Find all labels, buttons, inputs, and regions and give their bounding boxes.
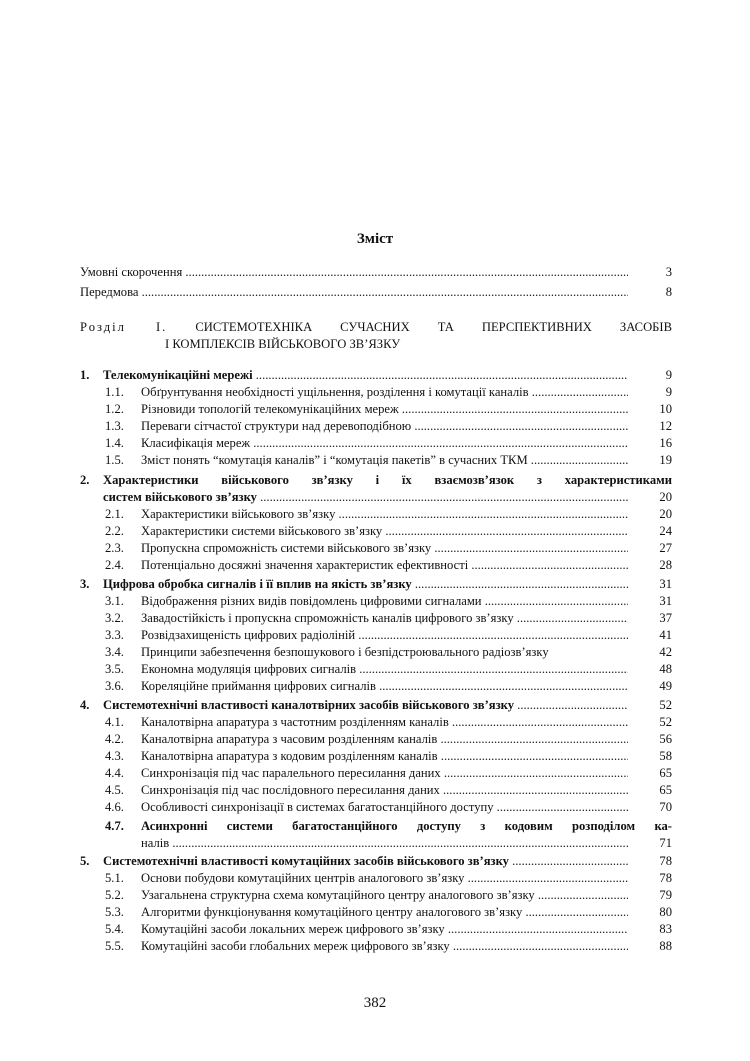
toc-subentry-number: 1.3. <box>105 419 124 433</box>
toc-subentry-title: Алгоритми функціонування комутаційного центру аналогового зв’язку ..... <box>141 904 628 921</box>
toc-entry-page: 70 <box>659 800 672 814</box>
section-heading <box>80 319 672 353</box>
toc-subentry-title-line2: налів ..... <box>141 835 628 852</box>
toc-subentry-number: 2.1. <box>105 507 124 521</box>
toc-subentry-number: 2.4. <box>105 558 124 572</box>
toc-entry-page: 12 <box>659 419 672 433</box>
toc-chapter-number: 1. <box>80 368 90 382</box>
toc-subentry-title: Каналотвірна апаратура з часовим розділенням каналів ..... <box>141 731 628 748</box>
toc-entry-page: 31 <box>659 577 672 591</box>
toc-entry-page: 16 <box>659 436 672 450</box>
toc-chapter-number: 4. <box>80 698 90 712</box>
toc-subentry <box>80 610 672 627</box>
toc-entry-page: 3 <box>665 265 672 279</box>
toc-subentry-number: 1.5. <box>105 453 124 467</box>
toc-subentry <box>80 401 672 418</box>
toc-subentry-number: 3.1. <box>105 594 124 608</box>
toc-subentry-title: Потенціально досяжні значення характеристик ефективності ..... <box>141 557 628 574</box>
toc-subentry <box>80 748 672 765</box>
toc-chapter-number: 2. <box>80 473 90 487</box>
toc-subentry-number: 4.1. <box>105 715 124 729</box>
section-title-line1: СИСТЕМОТЕХНІКА СУЧАСНИХ ТА ПЕРСПЕКТИВНИХ ЗАСОБІВ <box>195 320 672 334</box>
toc-entry-page: 42 <box>659 645 672 659</box>
toc-entry-page: 83 <box>659 922 672 936</box>
toc-subentry-title: Узагальнена структурна схема комутаційного центру аналогового зв’язку ..... <box>141 887 628 904</box>
toc-subentry <box>80 661 672 678</box>
toc-chapter-number: 5. <box>80 854 90 868</box>
toc-chapter-title: Телекомунікаційні мережі ..... <box>103 367 628 384</box>
toc-entry-page: 78 <box>659 871 672 885</box>
toc-entry-page: 65 <box>659 766 672 780</box>
toc-subentry-title: Зміст понять “комутація каналів” і “комутація пакетів” в сучасних ТКМ ..... <box>141 452 628 469</box>
toc-entry-page: 19 <box>659 453 672 467</box>
toc-entry-page: 41 <box>659 628 672 642</box>
toc-subentry-title: Завадостійкість і пропускна спроможність каналів цифрового зв’язку ..... <box>141 610 628 627</box>
toc-entry-page: 20 <box>659 507 672 521</box>
toc-subentry-number: 5.5. <box>105 939 124 953</box>
toc-entry-text: Умовні скорочення ..... <box>80 264 628 281</box>
toc-subentry-number: 2.2. <box>105 524 124 538</box>
toc-subentry-title: Синхронізація під час паралельного пересилання даних ..... <box>141 765 628 782</box>
toc-entry-page: 24 <box>659 524 672 538</box>
toc-entry-page: 31 <box>659 594 672 608</box>
toc-subentry <box>80 678 672 695</box>
toc-chapter-title: Системотехнічні властивості каналотвірних засобів військового зв’язку ..... <box>103 697 628 714</box>
toc-subentry-number: 4.4. <box>105 766 124 780</box>
toc-subentry-number: 5.2. <box>105 888 124 902</box>
toc-subentry <box>80 644 672 661</box>
toc-subentry <box>80 452 672 469</box>
section-label: Розділ I. <box>80 320 168 334</box>
toc-subentry <box>80 714 672 731</box>
toc-subentry-title-line1: Асинхронні системи багатостанційного доступу з кодовим розподілом ка- <box>141 819 672 833</box>
toc-chapter <box>80 472 672 489</box>
toc-subentry-title: Різновиди топологій телекомунікаційних мереж ..... <box>141 401 628 418</box>
toc-chapter-title-line2: систем військового зв’язку ..... <box>103 489 628 506</box>
toc-entry-page: 78 <box>659 854 672 868</box>
toc-subentry-title: Каналотвірна апаратура з кодовим розділенням каналів ..... <box>141 748 628 765</box>
toc-subentry-title: Комутаційні засоби глобальних мереж цифрового зв’язку ..... <box>141 938 628 955</box>
toc-entry <box>80 264 672 281</box>
page-title: Зміст <box>356 231 394 247</box>
toc-subentry <box>80 557 672 574</box>
toc-subentry-title: Економна модуляція цифрових сигналів ..... <box>141 661 628 678</box>
toc-subentry-title: Класифікація мереж ..... <box>141 435 628 452</box>
toc-subentry <box>80 435 672 452</box>
toc-subentry-number: 1.4. <box>105 436 124 450</box>
toc-subentry-continuation <box>80 835 672 852</box>
toc-subentry <box>80 540 672 557</box>
toc-subentry <box>80 506 672 523</box>
toc-chapter <box>80 853 672 870</box>
toc-entry-page: 37 <box>659 611 672 625</box>
toc-subentry <box>80 938 672 955</box>
toc-entry-page: 49 <box>659 679 672 693</box>
toc-subentry-title: Переваги сітчастої структури над деревоподібною ..... <box>141 418 628 435</box>
toc-subentry-number: 2.3. <box>105 541 124 555</box>
toc-subentry-title: Відображення різних видів повідомлень цифровими сигналами ..... <box>141 593 628 610</box>
toc-entry-page: 88 <box>659 939 672 953</box>
toc-subentry-number: 4.5. <box>105 783 124 797</box>
toc-subentry <box>80 887 672 904</box>
toc-subentry-number: 3.4. <box>105 645 124 659</box>
toc-subentry-number: 1.2. <box>105 402 124 416</box>
toc-entry-page: 28 <box>659 558 672 572</box>
toc-subentry-title: Кореляційне приймання цифрових сигналів ..... <box>141 678 628 695</box>
toc-entry-page: 56 <box>659 732 672 746</box>
toc-subentry <box>80 818 672 835</box>
toc-subentry-number: 4.2. <box>105 732 124 746</box>
toc-entry-page: 9 <box>665 385 672 399</box>
toc-entry-page: 71 <box>659 836 672 850</box>
toc-subentry <box>80 921 672 938</box>
toc-subentry-title: Характеристики військового зв’язку ..... <box>141 506 628 523</box>
toc-subentry <box>80 782 672 799</box>
toc-entry-page: 80 <box>659 905 672 919</box>
section-title-line2: І КОМПЛЕКСІВ ВІЙСЬКОВОГО ЗВ’ЯЗКУ <box>165 337 401 351</box>
toc-subentry-number: 5.1. <box>105 871 124 885</box>
toc-entry-page: 8 <box>665 285 672 299</box>
toc-subentry-title: Принципи забезпечення безпошукового і безпідстроювального радіозв’язку <box>141 645 549 659</box>
toc-subentry-number: 1.1. <box>105 385 124 399</box>
toc-entry-page: 27 <box>659 541 672 555</box>
toc-subentry <box>80 523 672 540</box>
toc-subentry-title: Комутаційні засоби локальних мереж цифрового зв’язку ..... <box>141 921 628 938</box>
toc-subentry <box>80 418 672 435</box>
toc-entry-page: 79 <box>659 888 672 902</box>
toc-subentry-title: Синхронізація під час послідовного пересилання даних ..... <box>141 782 628 799</box>
toc-chapter-continuation <box>80 489 672 506</box>
toc-subentry-number: 5.4. <box>105 922 124 936</box>
toc-subentry-number: 4.3. <box>105 749 124 763</box>
toc-subentry-number: 3.6. <box>105 679 124 693</box>
toc-subentry <box>80 627 672 644</box>
toc-subentry-title: Каналотвірна апаратура з частотним розділенням каналів ..... <box>141 714 628 731</box>
toc-entry-page: 48 <box>659 662 672 676</box>
toc-subentry-title: Пропускна спроможність системи військового зв’язку ..... <box>141 540 628 557</box>
toc-subentry-title: Основи побудови комутаційних центрів аналогового зв’язку ..... <box>141 870 628 887</box>
toc-subentry-number: 3.3. <box>105 628 124 642</box>
toc-subentry <box>80 731 672 748</box>
toc-subentry-number: 4.6. <box>105 800 124 814</box>
toc-subentry-number: 3.5. <box>105 662 124 676</box>
toc-entry-page: 20 <box>659 490 672 504</box>
toc-subentry <box>80 593 672 610</box>
toc-subentry <box>80 799 672 816</box>
toc-chapter <box>80 576 672 593</box>
toc-entry-text: Передмова ..... <box>80 284 628 301</box>
toc-subentry-title: Особливості синхронізації в системах багатостанційного доступу ..... <box>141 799 628 816</box>
toc-subentry <box>80 384 672 401</box>
toc-entry-page: 52 <box>659 698 672 712</box>
toc-subentry-title: Характеристики системи військового зв’язку ..... <box>141 523 628 540</box>
toc-subentry <box>80 870 672 887</box>
toc-subentry-title: Обґрунтування необхідності ущільнення, розділення і комутації каналів ..... <box>141 384 628 401</box>
toc-chapter-title: Цифрова обробка сигналів і її вплив на якість зв’язку ..... <box>103 576 628 593</box>
toc-subentry-number: 3.2. <box>105 611 124 625</box>
toc-entry-page: 65 <box>659 783 672 797</box>
toc-entry-page: 10 <box>659 402 672 416</box>
toc-subentry-number: 5.3. <box>105 905 124 919</box>
toc-entry-page: 9 <box>665 368 672 382</box>
toc-subentry <box>80 904 672 921</box>
toc-entry-page: 58 <box>659 749 672 763</box>
toc-chapter-title: Системотехнічні властивості комутаційних засобів військового зв’язку ..... <box>103 853 628 870</box>
toc-chapter-title-line1: Характеристики військового зв’язку і їх взаємозв’язок з характеристиками <box>103 473 672 487</box>
toc-entry <box>80 284 672 301</box>
toc-subentry-title: Розвідзахищеність цифрових радіоліній ..... <box>141 627 628 644</box>
toc-subentry <box>80 765 672 782</box>
toc-chapter <box>80 367 672 384</box>
page-number: 382 <box>363 995 387 1011</box>
toc-subentry-number: 4.7. <box>105 819 124 833</box>
toc-chapter-number: 3. <box>80 577 90 591</box>
toc-chapter <box>80 697 672 714</box>
toc-entry-page: 52 <box>659 715 672 729</box>
